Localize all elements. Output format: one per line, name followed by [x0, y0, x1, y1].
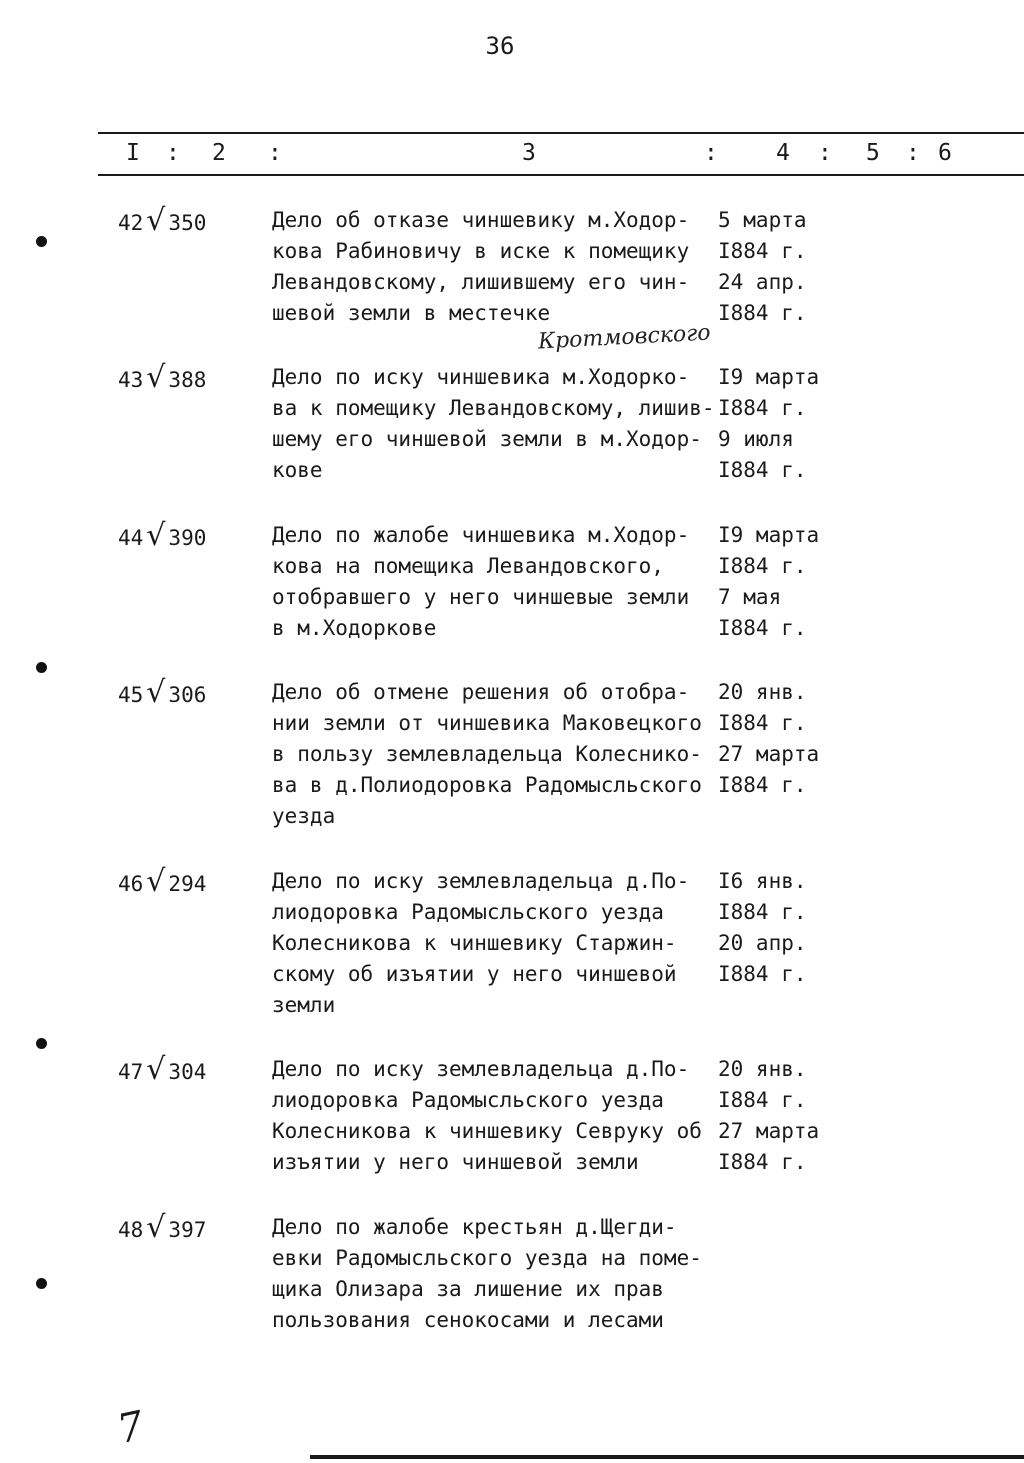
date-line: 20 апр.	[718, 931, 807, 955]
description-line: Дело по иску землевладельца д.По-	[272, 869, 690, 893]
description-line: кова на помещика Левандовского,	[272, 554, 664, 578]
description-line: Дело об отказе чиншевику м.Ходор-	[272, 208, 690, 232]
entry-dates	[718, 866, 848, 990]
date-line: I884 г.	[718, 900, 807, 924]
entry-number	[118, 866, 206, 900]
header-col-2: 2	[212, 140, 226, 166]
entry-reference: 388	[168, 368, 207, 392]
date-line: I884 г.	[718, 616, 807, 640]
entry-reference: 294	[168, 872, 207, 896]
entry-description	[272, 362, 715, 486]
description-line: шему его чиншевой земли в м.Ходор-	[272, 427, 702, 451]
header-separator: :	[704, 140, 718, 166]
entry-description	[272, 677, 712, 832]
handwritten-footnote: 7	[113, 1402, 148, 1454]
date-line: 24 апр.	[718, 270, 807, 294]
header-separator: :	[818, 140, 832, 166]
page-number: 36	[485, 32, 515, 60]
date-line: 20 янв.	[718, 680, 807, 704]
date-line: 9 июля	[718, 427, 794, 451]
date-line: I884 г.	[718, 301, 807, 325]
description-line: Колесникова к чиншевику Севруку об	[272, 1119, 702, 1143]
description-line: ва к помещику Левандовскому, лишив-	[272, 396, 715, 420]
date-line: I6 янв.	[718, 869, 807, 893]
date-line: I884 г.	[718, 711, 807, 735]
check-mark-icon: √	[146, 518, 166, 553]
entry-index: 45	[118, 683, 144, 707]
date-line: I884 г.	[718, 239, 807, 263]
check-mark-icon: √	[146, 864, 166, 899]
date-line: 5 марта	[718, 208, 807, 232]
date-line: I884 г.	[718, 962, 807, 986]
entry-number	[118, 1054, 206, 1088]
header-col-6: 6	[938, 140, 952, 166]
check-mark-icon: √	[146, 1052, 166, 1087]
header-col-1: I	[126, 140, 140, 166]
date-line: 27 марта	[718, 1119, 820, 1143]
header-col-5: 5	[866, 140, 880, 166]
description-line: нии земли от чиншевика Маковецкого	[272, 711, 702, 735]
description-line: кова Рабиновичу в иске к помещику	[272, 239, 690, 263]
header-separator: :	[268, 140, 282, 166]
date-line: I884 г.	[718, 554, 807, 578]
date-line: 27 марта	[718, 742, 820, 766]
description-line: Дело по жалобе крестьян д.Щегди-	[272, 1215, 677, 1239]
entry-dates	[718, 677, 848, 801]
entry-number	[118, 362, 206, 396]
binder-hole	[36, 236, 47, 247]
binder-hole	[36, 662, 47, 673]
date-line: 20 янв.	[718, 1057, 807, 1081]
entry-reference: 397	[168, 1218, 207, 1242]
entry-index: 46	[118, 872, 144, 896]
date-line: I884 г.	[718, 1150, 807, 1174]
entry-description	[272, 520, 712, 644]
date-line: 7 мая	[718, 585, 782, 609]
date-line: I884 г.	[718, 1088, 807, 1112]
header-separator: :	[906, 140, 920, 166]
entry-reference: 350	[168, 211, 207, 235]
header-separator: :	[166, 140, 180, 166]
date-line: I9 марта	[718, 365, 820, 389]
entry-dates	[718, 205, 848, 329]
description-line: в м.Ходоркове	[272, 616, 437, 640]
entry-description	[272, 1212, 712, 1336]
check-mark-icon: √	[146, 675, 166, 710]
entry-index: 44	[118, 526, 144, 550]
header-bottom-rule	[98, 174, 1024, 176]
header-col-4: 4	[776, 140, 790, 166]
description-line: щика Олизара за лишение их прав	[272, 1277, 664, 1301]
bottom-rule	[310, 1455, 1024, 1459]
description-line: ва в д.Полиодоровка Радомысльского	[272, 773, 702, 797]
entry-number	[118, 1212, 206, 1246]
entry-reference: 306	[168, 683, 207, 707]
check-mark-icon: √	[146, 1210, 166, 1245]
header-col-3: 3	[522, 140, 536, 166]
description-line: Дело по иску землевладельца д.По-	[272, 1057, 690, 1081]
description-line: Колесникова к чиншевику Старжин-	[272, 931, 677, 955]
date-line: I9 марта	[718, 523, 820, 547]
description-line: шевой земли в местечке	[272, 301, 551, 325]
binder-hole	[36, 1038, 47, 1049]
description-line: лиодоровка Радомысльского уезда	[272, 900, 664, 924]
entry-description	[272, 1054, 712, 1178]
entry-dates	[718, 520, 848, 644]
column-header	[0, 140, 1024, 170]
description-line: евки Радомысльского уезда на поме-	[272, 1246, 702, 1270]
binder-hole	[36, 1278, 47, 1289]
check-mark-icon: √	[146, 360, 166, 395]
entry-number	[118, 677, 206, 711]
entry-index: 43	[118, 368, 144, 392]
date-line: I884 г.	[718, 458, 807, 482]
entry-reference: 304	[168, 1060, 207, 1084]
description-line: кове	[272, 458, 323, 482]
description-line: лиодоровка Радомысльского уезда	[272, 1088, 664, 1112]
description-line: отобравшего у него чиншевые земли	[272, 585, 690, 609]
entry-index: 47	[118, 1060, 144, 1084]
entry-description	[272, 866, 712, 1021]
date-line: I884 г.	[718, 396, 807, 420]
entry-dates	[718, 1054, 848, 1178]
entry-reference: 390	[168, 526, 207, 550]
check-mark-icon: √	[146, 203, 166, 238]
handwritten-annotation: Кротмовского	[537, 320, 712, 355]
description-line: Дело по иску чиншевика м.Ходорко-	[272, 365, 690, 389]
description-line: в пользу землевладельца Колеснико-	[272, 742, 702, 766]
entry-number	[118, 520, 206, 554]
entry-index: 48	[118, 1218, 144, 1242]
description-line: земли	[272, 993, 336, 1017]
date-line: I884 г.	[718, 773, 807, 797]
description-line: Левандовскому, лишившему его чин-	[272, 270, 690, 294]
entry-dates	[718, 362, 848, 486]
header-top-rule	[98, 132, 1024, 134]
description-line: изъятии у него чиншевой земли	[272, 1150, 639, 1174]
description-line: Дело по жалобе чиншевика м.Ходор-	[272, 523, 690, 547]
entry-index: 42	[118, 211, 144, 235]
description-line: скому об изъятии у него чиншевой	[272, 962, 677, 986]
description-line: пользования сенокосами и лесами	[272, 1308, 664, 1332]
description-line: уезда	[272, 804, 336, 828]
entry-number	[118, 205, 206, 239]
description-line: Дело об отмене решения об отобра-	[272, 680, 690, 704]
entry-description	[272, 205, 712, 329]
